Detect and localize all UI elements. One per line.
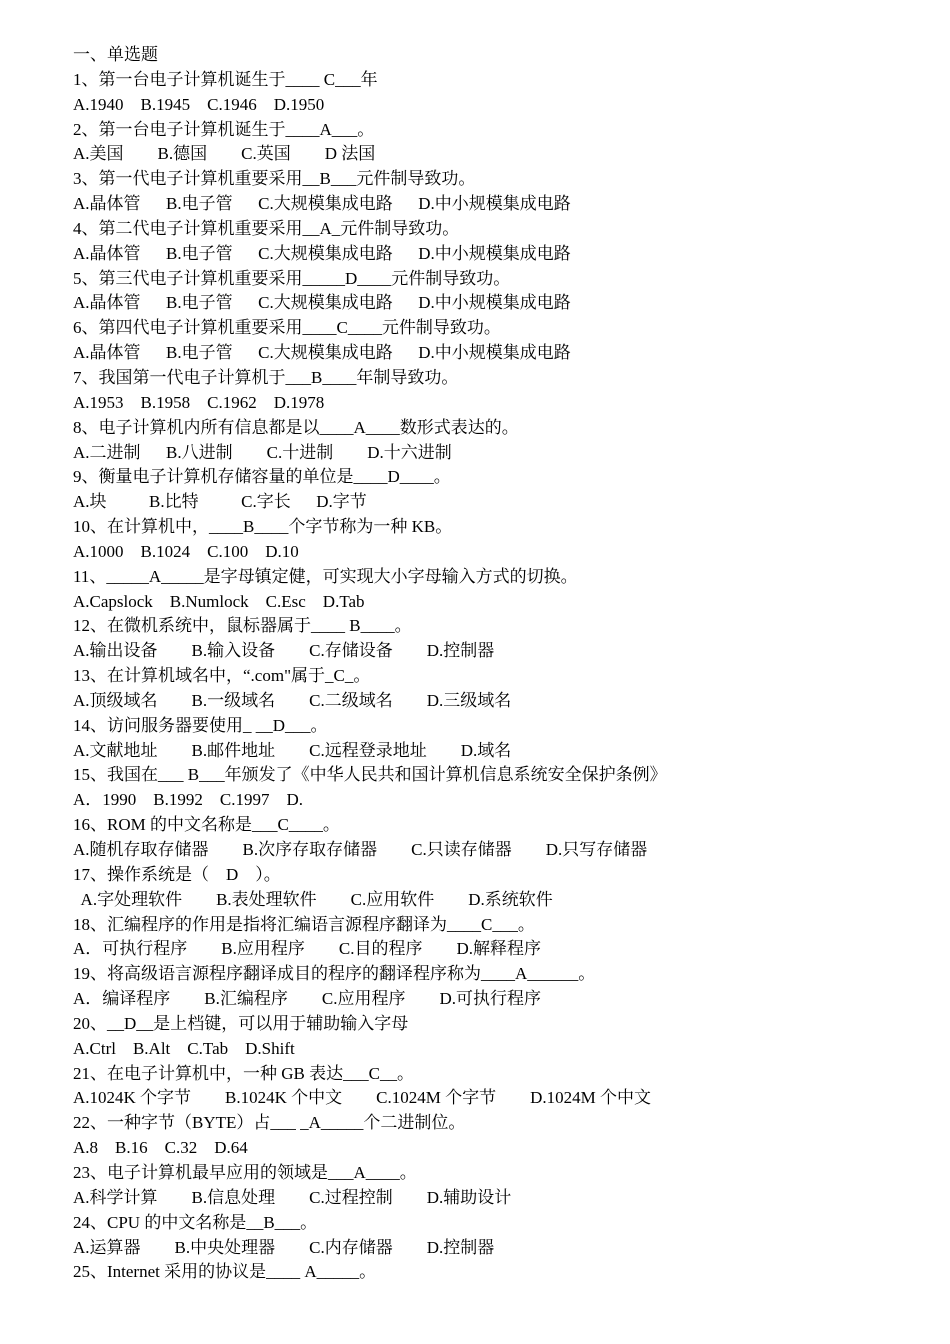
options-21: A.1024K 个字节 B.1024K 个中文 C.1024M 个字节 D.1024M 个中文 [73, 1088, 652, 1108]
section-heading: 一、单选题 [73, 45, 158, 64]
options-20: A.Ctrl B.Alt C.Tab D.Shift [73, 1038, 295, 1058]
question-6: 6、第四代电子计算机重要采用____C____元件制导致功。 [73, 318, 501, 338]
question-1: 1、第一台电子计算机诞生于____ C___年 [73, 69, 378, 89]
question-25: 25、Internet 采用的协议是____ A_____。 [73, 1262, 377, 1282]
question-11: 11、_____A_____是字母镇定健，可实现大小字母输入方式的切换。 [73, 566, 578, 586]
options-11: A.Capslock B.Numlock C.Esc D.Tab [73, 591, 365, 611]
options-8: A.二进制 B.八进制 C.十进制 D.十六进制 [73, 442, 452, 462]
question-9: 9、衡量电子计算机存储容量的单位是____D____。 [73, 467, 451, 487]
options-2: A.美国 B.德国 C.英国 D 法国 [73, 144, 376, 164]
options-1: A.1940 B.1945 C.1946 D.1950 [73, 94, 325, 114]
question-15: 15、我国在___ B___年颁发了《中华人民共和国计算机信息系统安全保护条例》 [73, 765, 667, 785]
question-17: 17、操作系统是（ D ）。 [73, 864, 281, 884]
question-19: 19、将高级语言源程序翻译成目的程序的翻译程序称为____A______。 [73, 964, 596, 984]
options-16: A.随机存取存储器 B.次序存取存储器 C.只读存储器 D.只写存储器 [73, 840, 648, 859]
options-12: A.输出设备 B.输入设备 C.存储设备 D.控制器 [73, 641, 495, 661]
options-3: A.晶体管 B.电子管 C.大规模集成电路 D.中小规模集成电路 [73, 194, 571, 214]
question-24: 24、CPU 的中文名称是__B___。 [73, 1212, 318, 1232]
question-20: 20、__D__是上档键，可以用于辅助输入字母 [73, 1013, 409, 1033]
options-10: A.1000 B.1024 C.100 D.10 [73, 541, 299, 561]
question-10: 10、在计算机中，____B____个字节称为一种 KB。 [73, 517, 453, 537]
question-13: 13、在计算机域名中，“.com"属于_C_。 [73, 666, 371, 686]
options-17: A.字处理软件 B.表处理软件 C.应用软件 D.系统软件 [73, 889, 553, 909]
question-16: 16、ROM 的中文名称是___C____。 [73, 815, 340, 835]
options-22: A.8 B.16 C.32 D.64 [73, 1138, 248, 1158]
options-19: A．编译程序 B.汇编程序 C.应用程序 D.可执行程序 [73, 989, 541, 1009]
options-15: A．1990 B.1992 C.1997 D. [73, 790, 303, 810]
options-5: A.晶体管 B.电子管 C.大规模集成电路 D.中小规模集成电路 [73, 293, 571, 313]
options-7: A.1953 B.1958 C.1962 D.1978 [73, 392, 325, 412]
question-23: 23、电子计算机最早应用的领域是___A____。 [73, 1162, 417, 1182]
options-13: A.顶级域名 B.一级域名 C.二级域名 D.三级域名 [73, 690, 512, 710]
document-page [73, 43, 893, 1285]
question-7: 7、我国第一代电子计算机于___B____年制导致功。 [73, 367, 459, 387]
question-14: 14、访问服务器要使用_ __D___。 [73, 715, 328, 735]
options-23: A.科学计算 B.信息处理 C.过程控制 D.辅助设计 [73, 1187, 512, 1207]
options-24: A.运算器 B.中央处理器 C.内存储器 D.控制器 [73, 1237, 495, 1257]
question-21: 21、在电子计算机中，一种 GB 表达___C__。 [73, 1063, 414, 1083]
question-3: 3、第一代电子计算机重要采用__B___元件制导致功。 [73, 169, 476, 189]
question-4: 4、第二代电子计算机重要采用__A_元件制导致功。 [73, 218, 460, 238]
options-14: A.文献地址 B.邮件地址 C.远程登录地址 D.域名 [73, 740, 512, 760]
question-5: 5、第三代电子计算机重要采用_____D____元件制导致功。 [73, 268, 511, 288]
question-22: 22、一种字节（BYTE）占___ _A_____个二进制位。 [73, 1113, 466, 1133]
question-18: 18、汇编程序的作用是指将汇编语言源程序翻译为____C___。 [73, 914, 535, 934]
question-8: 8、电子计算机内所有信息都是以____A____数形式表达的。 [73, 417, 519, 437]
options-9: A.块 B.比特 C.字长 D.字节 [73, 492, 367, 512]
question-12: 12、在微机系统中，鼠标器属于____ B____。 [73, 616, 412, 636]
options-6: A.晶体管 B.电子管 C.大规模集成电路 D.中小规模集成电路 [73, 343, 571, 363]
question-2: 2、第一台电子计算机诞生于____A___。 [73, 119, 375, 139]
options-18: A．可执行程序 B.应用程序 C.目的程序 D.解释程序 [73, 939, 541, 959]
options-4: A.晶体管 B.电子管 C.大规模集成电路 D.中小规模集成电路 [73, 243, 571, 263]
